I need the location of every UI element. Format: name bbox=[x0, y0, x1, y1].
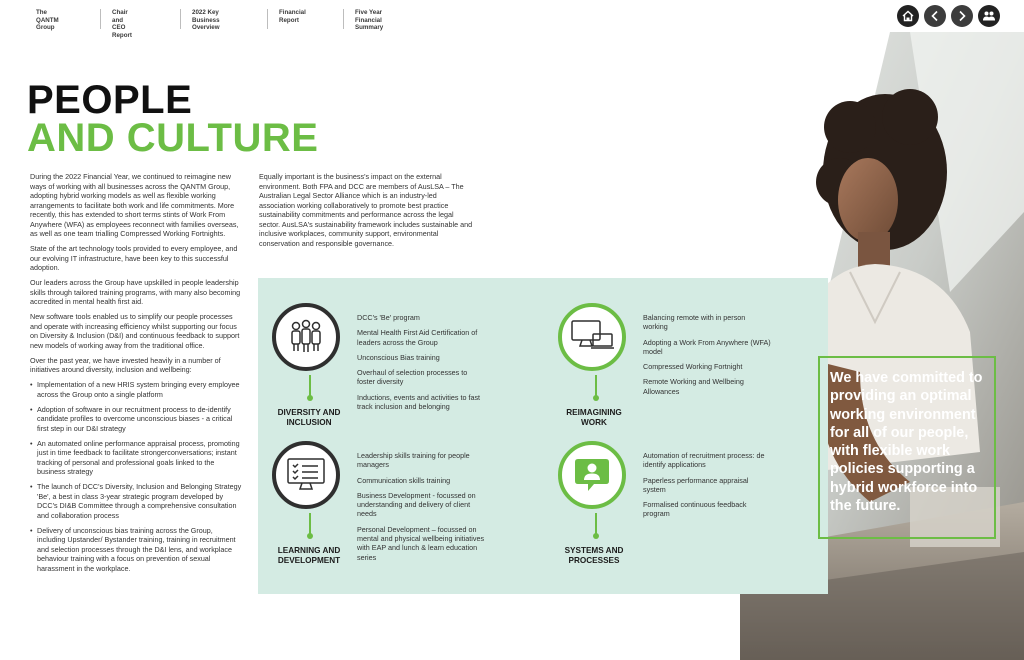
people-icon bbox=[982, 9, 996, 23]
nav-item-label: Chair and CEO Report bbox=[112, 9, 132, 39]
diversity-list bbox=[357, 313, 487, 417]
nav-divider bbox=[100, 9, 101, 29]
page-title-line-2: AND CULTURE bbox=[27, 116, 319, 160]
user-chat-icon bbox=[570, 453, 614, 497]
list-item: Leadership skills training for people managers bbox=[357, 451, 470, 470]
paragraph: During the 2022 Financial Year, we continued to reimagine new ways of working with all businesses across the QANTM Group, adopting hybrid working models as well as flexible working arrangements to facilitate both work and life commitments. More recently, this has extended to short terms stints of Work From Anywhere (WFA) as employees reconnect with families overseas, as well as one team trialling Compressed Working Fortnights. bbox=[30, 172, 239, 238]
body-column-left bbox=[30, 172, 242, 579]
nav-item-financial-report[interactable] bbox=[279, 9, 306, 24]
checklist-monitor-icon bbox=[284, 455, 328, 495]
learning-circle bbox=[272, 441, 340, 509]
reimagining-circle bbox=[558, 303, 626, 371]
list-item: Adopting a Work From Anywhere (WFA) model bbox=[643, 337, 771, 356]
nav-item-qantm-group[interactable]: The QANTM Group bbox=[36, 9, 59, 32]
nav-divider bbox=[180, 9, 181, 29]
paragraph: New software tools enabled us to simplify our people processes and operate with increasing efficiency whilst supporting our focus on Diversity & Inclusion (D&I) and continuous feedback to support new models of working away from the traditional office. bbox=[30, 312, 240, 350]
list-item: Paperless performance appraisal system bbox=[643, 475, 749, 494]
paragraph: State of the art technology tools provided to every employee, and our evolving IT infrastructure, have been key to this successful adoption. bbox=[30, 244, 238, 272]
connector-dot bbox=[593, 395, 599, 401]
connector-dot bbox=[307, 533, 313, 539]
list-item: • Implementation of a new HRIS system bringing every employee across the Group onto a single platform bbox=[30, 380, 242, 399]
list-item: • An automated online performance appraisal process, promoting just in time feedback to facilitate strongerconversations; instant tracking of personal and professional goals linked to the business strategy bbox=[30, 439, 242, 477]
nav-item-key-business-overview[interactable] bbox=[192, 9, 220, 32]
systems-circle bbox=[558, 441, 626, 509]
reimagining-label: REIMAGINING WORK bbox=[566, 408, 622, 427]
list-item: Personal Development – focussed on mental and physical wellbeing initiatives with EAP and lunch & learn education series bbox=[357, 524, 485, 562]
list-item: Mental Health First Aid Certification of leaders across the Group bbox=[357, 328, 478, 347]
previous-page-button[interactable] bbox=[924, 5, 946, 27]
connector-line bbox=[309, 375, 311, 397]
page-title-line-1: PEOPLE bbox=[27, 78, 193, 122]
connector-dot bbox=[307, 395, 313, 401]
chevron-right-icon bbox=[955, 9, 969, 23]
nav-divider bbox=[267, 9, 268, 29]
body-column-right bbox=[259, 172, 474, 254]
next-page-button[interactable] bbox=[951, 5, 973, 27]
learning-list bbox=[357, 451, 487, 568]
systems-list bbox=[643, 451, 773, 525]
list-item: DCC's 'Be' program bbox=[357, 313, 420, 322]
chevron-left-icon bbox=[928, 9, 942, 23]
connector-dot bbox=[593, 533, 599, 539]
systems-label: SYSTEMS AND PROCESSES bbox=[564, 546, 624, 565]
nav-divider bbox=[343, 9, 344, 29]
home-icon bbox=[901, 9, 915, 23]
connector-line bbox=[309, 513, 311, 535]
group-people-icon bbox=[284, 315, 328, 359]
pull-quote: We have committed to providing an optimal working environment for all of our people, with flexible work policies supporting a hybrid workforce into the future. bbox=[830, 370, 983, 515]
initiatives-list bbox=[30, 380, 242, 573]
paragraph: Our leaders across the Group have upskilled in people leadership skills through tailored training programs, with many also becoming accredited in mental health first aid. bbox=[30, 278, 241, 306]
paragraph: Over the past year, we have invested heavily in a number of initiatives around diversity, inclusion and wellbeing: bbox=[30, 355, 221, 374]
list-item: • Delivery of unconscious bias training across the Group, including Upstander/ Bystander training, training in recruitment and selection processes through the D&I lens, and workplace behaviour training with a focus on prevention of sexual harassment in the workplace. bbox=[30, 526, 242, 574]
nav-item-label: 2022 Key Business Overview bbox=[192, 9, 220, 32]
reimagining-list bbox=[643, 313, 771, 402]
connector-line bbox=[595, 513, 597, 535]
list-item: Formalised continuous feedback program bbox=[643, 500, 747, 519]
paragraph: Equally important is the business's impact on the external environment. Both FPA and DCC are members of AusLSA – The Australian Legal Sector Alliance which is an industry-led association working collaboratively to promote best practice sustainability commitments and performance across the legal sector. AusLSA's sustainability framework includes sustainable and inclusive workplaces, community support, environmental conservation and responsible governance. bbox=[259, 172, 473, 248]
learning-label: LEARNING AND DEVELOPMENT bbox=[277, 546, 341, 565]
nav-item-label: Five Year Financial Summary bbox=[355, 9, 384, 32]
list-item: • Adoption of software in our recruitment process to de-identify candidate profiles to overcome unconscious biases - a critical first step in our D&I strategy bbox=[30, 405, 242, 434]
list-item: • The launch of DCC's Diversity, Inclusion and Belonging Strategy 'Be', a best in class 3-year strategic program developed by DCC's DI&B Committee through a comprehensive consultation and collaboration process bbox=[30, 482, 242, 520]
list-item: Communication skills training bbox=[357, 475, 451, 485]
list-item: Automation of recruitment process: de identify applications bbox=[643, 451, 765, 470]
list-item: Remote Working and Wellbeing Allowances bbox=[643, 377, 744, 396]
list-item: Business Development - focussed on understanding and delivery of client needs bbox=[357, 490, 476, 519]
list-item: Unconscious Bias training bbox=[357, 352, 440, 362]
nav-buttons bbox=[897, 5, 1000, 27]
people-button[interactable] bbox=[978, 5, 1000, 27]
list-item: Balancing remote with in person working bbox=[643, 313, 746, 332]
diversity-label: DIVERSITY AND INCLUSION bbox=[277, 408, 341, 427]
list-item: Inductions, events and activities to fast track inclusion and belonging bbox=[357, 392, 481, 412]
list-item: Overhaul of selection processes to foster diversity bbox=[357, 368, 468, 387]
nav-item-label: Financial Report bbox=[279, 9, 306, 24]
list-item: Compressed Working Fortnight bbox=[643, 362, 743, 372]
connector-line bbox=[595, 375, 597, 397]
nav-item-chair-ceo-report[interactable] bbox=[112, 9, 132, 39]
nav-item-five-year-summary[interactable] bbox=[355, 9, 383, 32]
diversity-circle bbox=[272, 303, 340, 371]
home-button[interactable] bbox=[897, 5, 919, 27]
devices-icon bbox=[569, 317, 615, 357]
